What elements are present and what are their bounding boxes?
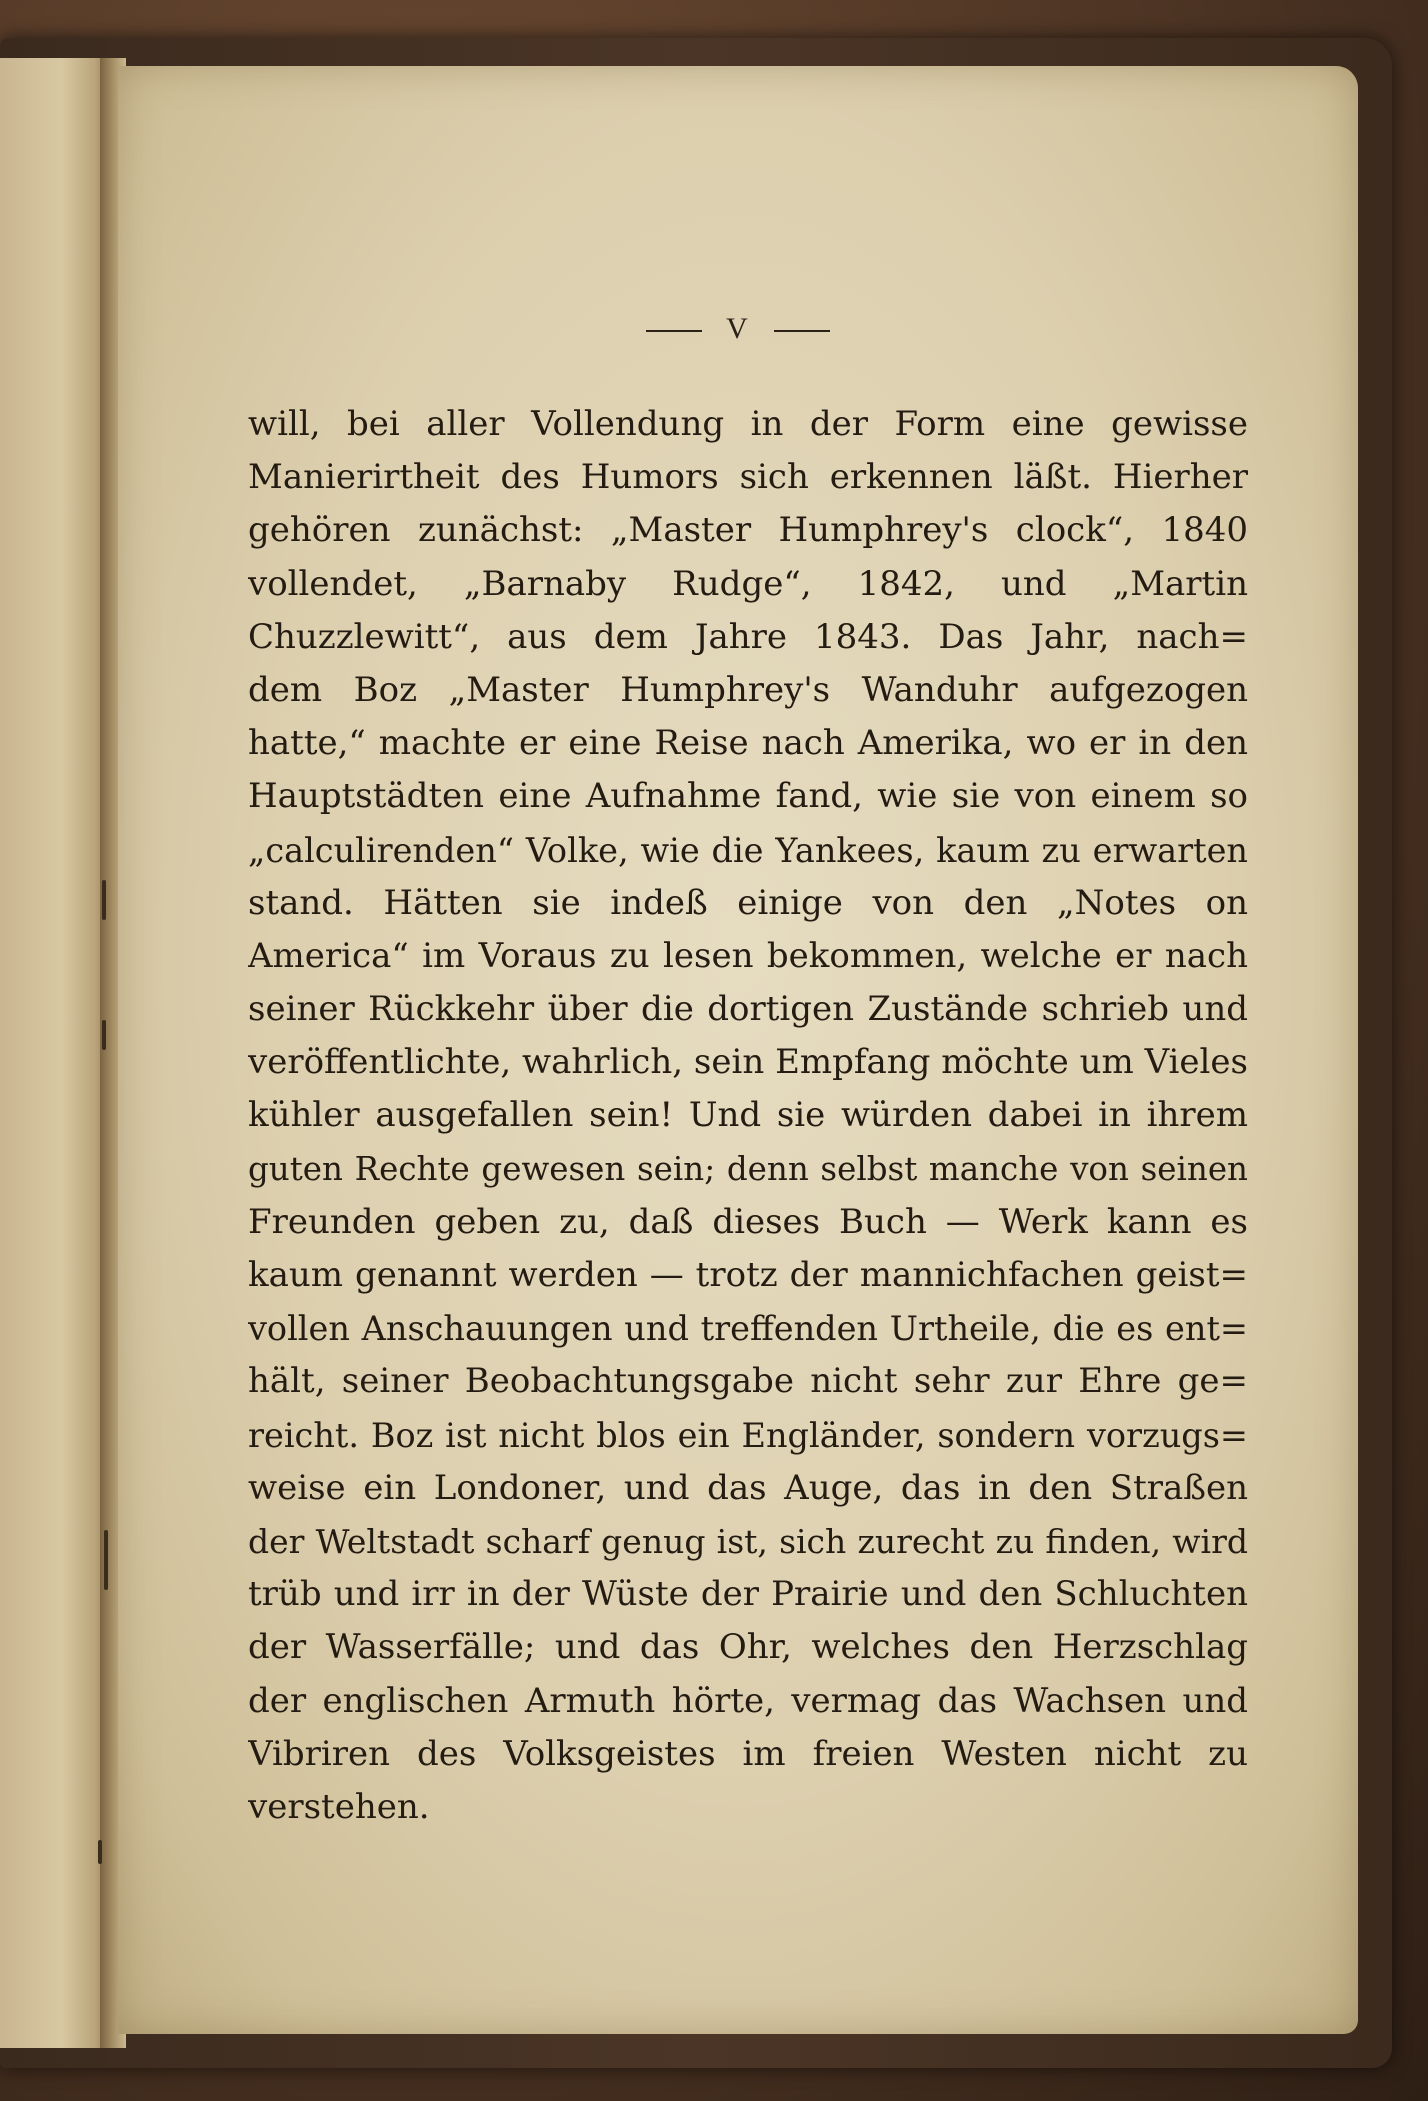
text-line: kühler ausgefallen sein! Und sie würden dabei in ihrem: [248, 1095, 1248, 1136]
text-line: der Weltstadt scharf genug ist, sich zurecht zu finden, wird: [248, 1521, 1248, 1561]
text-line: trüb und irr in der Wüste der Prairie und den Schluchten: [248, 1574, 1248, 1615]
page-edge-mark: [102, 880, 106, 920]
text-line: der Wasserfälle; und das Ohr, welches den Herzschlag: [248, 1627, 1248, 1668]
text-line: hält, seiner Beobachtungsgabe nicht sehr zur Ehre ge=: [248, 1361, 1248, 1402]
text-line: will, bei aller Vollendung in der Form eine gewisse: [248, 404, 1248, 444]
text-line: hatte,“ machte er eine Reise nach Amerika, wo er in den: [248, 723, 1248, 764]
page-edge-mark: [98, 1840, 102, 1864]
text-line: Hauptstädten eine Aufnahme fand, wie sie von einem so: [248, 776, 1248, 817]
text-line: kaum genannt werden — trotz der mannichfachen geist=: [248, 1255, 1248, 1295]
text-line: stand. Hätten sie indeß einige von den „Notes on: [248, 882, 1248, 923]
page-edge-mark: [104, 1530, 108, 1590]
text-line: Freunden geben zu, daß dieses Buch — Werk kann es: [248, 1201, 1248, 1242]
text-line: verstehen.: [248, 1786, 430, 1827]
text-line: America“ im Voraus zu lesen bekommen, welche er nach: [248, 935, 1248, 976]
text-line: „calculirenden“ Volke, wie die Yankees, kaum zu erwarten: [248, 830, 1248, 870]
body-text: [248, 398, 1248, 1834]
text-line: veröffentlichte, wahrlich, sein Empfang möchte um Vieles: [248, 1042, 1248, 1083]
book-page: [118, 66, 1358, 2034]
text-line: vollendet, „Barnaby Rudge“, 1842, und „Martin: [248, 563, 1248, 604]
text-line: vollen Anschauungen und treffenden Urtheile, die es ent=: [248, 1309, 1248, 1349]
page-number-header: [118, 312, 1358, 346]
text-line: dem Boz „Master Humphrey's Wanduhr aufgezogen: [248, 669, 1248, 710]
text-line: seiner Rückkehr über die dortigen Zustände schrieb und: [248, 989, 1248, 1030]
text-line: der englischen Armuth hörte, vermag das Wachsen und: [248, 1680, 1248, 1721]
text-line: weise ein Londoner, und das Auge, das in den Straßen: [248, 1467, 1248, 1508]
page-number: V: [726, 312, 750, 345]
text-line: gehören zunächst: „Master Humphrey's clock“, 1840: [248, 510, 1248, 551]
text-line: Vibriren des Volksgeistes im freien Westen nicht zu: [248, 1733, 1248, 1774]
text-line: reicht. Boz ist nicht blos ein Engländer, sondern vorzugs=: [248, 1415, 1248, 1455]
text-line: Manierirtheit des Humors sich erkennen läßt. Hierher: [248, 457, 1248, 498]
previous-page-edge: [0, 58, 112, 2048]
page-edge-mark: [102, 1020, 106, 1050]
text-line: Chuzzlewitt“, aus dem Jahre 1843. Das Jahr, nach=: [248, 616, 1248, 657]
page-number-dash-left: [646, 330, 702, 332]
text-line: guten Rechte gewesen sein; denn selbst manche von seinen: [248, 1149, 1248, 1188]
page-number-dash-right: [774, 330, 830, 332]
